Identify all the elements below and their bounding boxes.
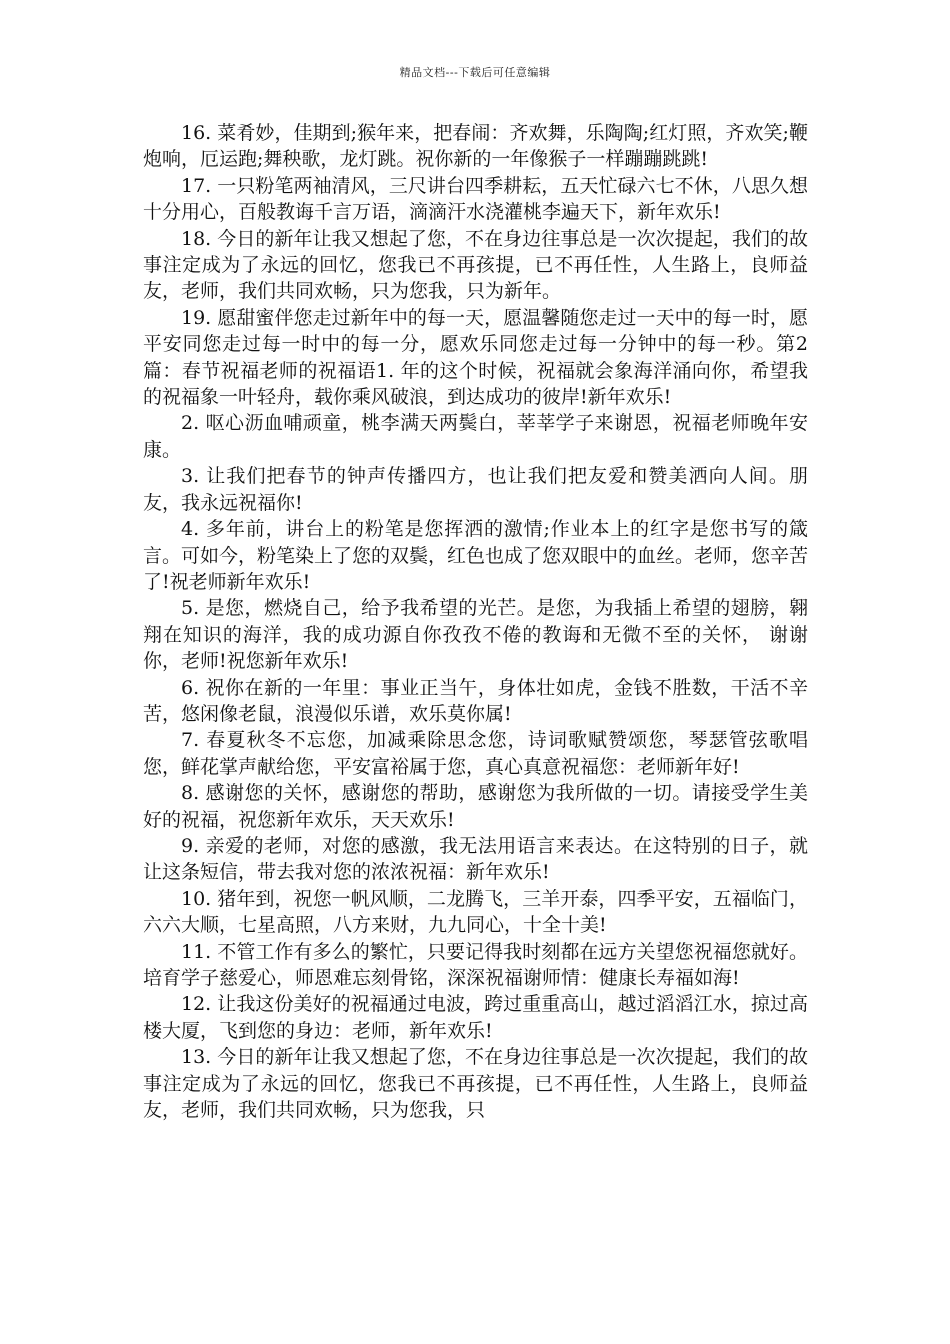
paragraph-11: 11. 不管工作有多么的繁忙，只要记得我时刻都在远方关望您祝福您就好。培育学子慈爱心，师恩难忘刻骨铭，深深祝福谢师情：健康长寿福如海! <box>143 940 808 989</box>
paragraph-12: 12. 让我这份美好的祝福通过电波，跨过重重高山，越过滔滔江水，掠过高楼大厦，飞到您的身边：老师，新年欢乐! <box>143 993 808 1042</box>
paragraph-9: 9. 亲爱的老师，对您的感激，我无法用语言来表达。在这特别的日子，就让这条短信，带去我对您的浓浓祝福：新年欢乐! <box>143 834 808 884</box>
paragraph-2: 2. 呕心沥血哺顽童，桃李满天两鬓白，莘莘学子来谢恩，祝福老师晚年安康。 <box>143 412 808 461</box>
paragraph-7: 7. 春夏秋冬不忘您，加减乘除思念您，诗词歌赋赞颂您，琴瑟管弦歌唱您，鲜花掌声献给您，平安富裕属于您，真心真意祝福您：老师新年好! <box>143 729 808 778</box>
paragraph-10: 10. 猪年到，祝您一帆风顺，二龙腾飞，三羊开泰，四季平安，五福临门，六六大顺，七星高照，八方来财，九九同心，十全十美! <box>143 887 808 937</box>
paragraph-6: 6. 祝你在新的一年里：事业正当午，身体壮如虎，金钱不胜数，干活不辛苦，悠闲像老鼠，浪漫似乐谱，欢乐莫你属! <box>143 676 808 725</box>
document-body <box>143 120 808 1123</box>
paragraph-18: 18. 今日的新年让我又想起了您，不在身边往事总是一次次提起，我们的故事注定成为了永远的回忆，您我已不再孩提，已不再任性，人生路上，良师益友，老师，我们共同欢畅，只为您我，只为新年。 <box>143 227 808 303</box>
paragraph-3: 3. 让我们把春节的钟声传播四方，也让我们把友爱和赞美洒向人间。朋友，我永远祝福你! <box>143 465 808 514</box>
page-header: 精品文档---下载后可任意编辑 <box>399 66 551 79</box>
paragraph-8: 8. 感谢您的关怀，感谢您的帮助，感谢您为我所做的一切。请接受学生美好的祝福，祝您新年欢乐，天天欢乐! <box>143 782 808 831</box>
paragraph-19: 19. 愿甜蜜伴您走过新年中的每一天，愿温馨随您走过一天中的每一时，愿平安同您走过每一时中的每一分，愿欢乐同您走过每一分钟中的每一秒。第2篇：春节祝福老师的祝福语1. 年的这个时候，祝福就会象海洋涌向你，希望我的祝福象一叶轻舟，载你乘风破浪，到达成功的彼岸!新年欢乐! <box>143 306 808 409</box>
paragraph-4: 4. 多年前，讲台上的粉笔是您挥洒的激情;作业本上的红字是您书写的箴言。可如今，粉笔染上了您的双鬓，红色也成了您双眼中的血丝。老师，您辛苦了!祝老师新年欢乐! <box>143 518 809 593</box>
paragraph-5: 5. 是您，燃烧自己，给予我希望的光芒。是您，为我插上希望的翅膀，翱翔在知识的海洋，我的成功源自你孜孜不倦的教诲和无微不至的关怀， 谢谢你，老师!祝您新年欢乐! <box>143 597 808 673</box>
paragraph-13: 13. 今日的新年让我又想起了您，不在身边往事总是一次次提起，我们的故事注定成为了永远的回忆，您我已不再孩提，已不再任性，人生路上，良师益友，老师，我们共同欢畅，只为您我，只 <box>143 1046 808 1122</box>
paragraph-16: 16. 菜肴妙，佳期到;猴年来，把春闹：齐欢舞，乐陶陶;红灯照，齐欢笑;鞭炮响，厄运跑;舞秧歌，龙灯跳。祝你新的一年像猴子一样蹦蹦跳跳! <box>143 122 808 171</box>
paragraph-17: 17. 一只粉笔两袖清风，三尺讲台四季耕耘，五天忙碌六七不休，八思久想十分用心，百般教诲千言万语，滴滴汗水浇灌桃李遍天下，新年欢乐! <box>143 174 808 224</box>
